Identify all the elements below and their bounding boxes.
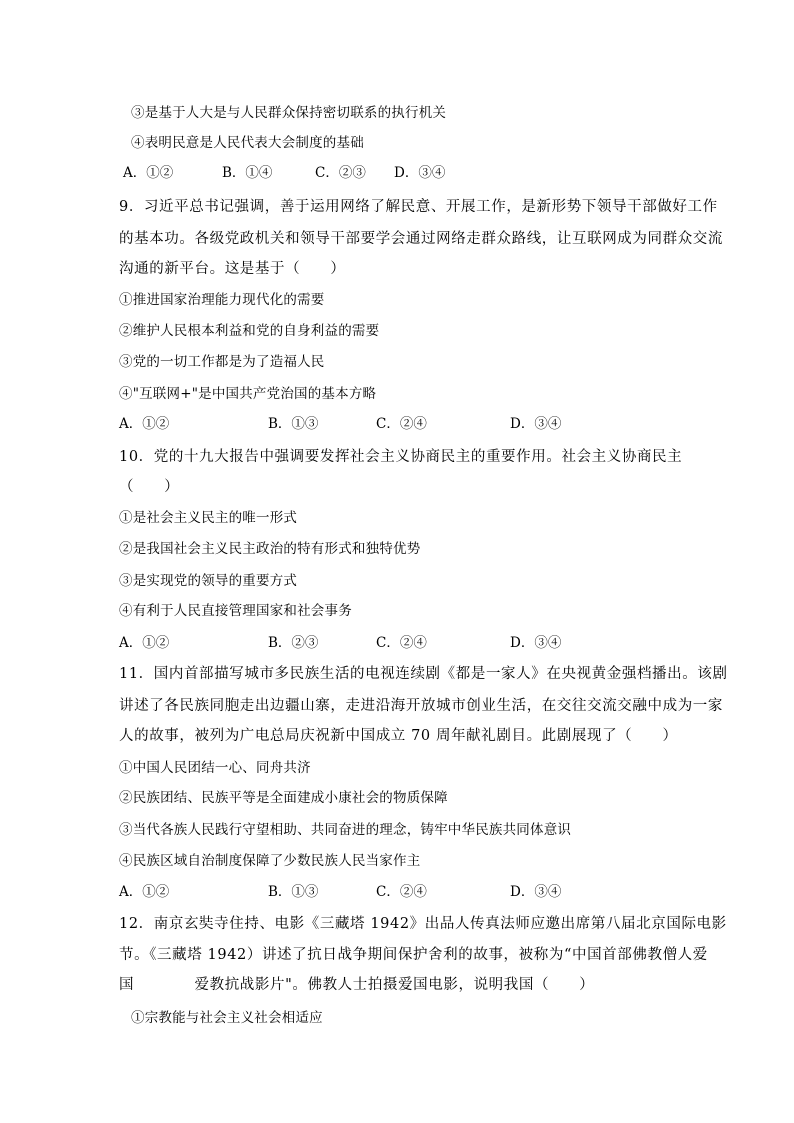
q10-option-c[interactable]: C．②④ bbox=[376, 635, 427, 651]
q9-stem-line-2: 的基本功。各级党政机关和领导干部要学会通过网络走群众路线，让互联网成为同群众交流 bbox=[119, 231, 723, 247]
q9-item-1: ①推进国家治理能力现代化的需要 bbox=[119, 292, 325, 308]
q10-item-3: ③是实现党的领导的重要方式 bbox=[119, 573, 298, 589]
q11-stem-line-2: 讲述了各民族同胞走出边疆山寨，走进沿海开放城市创业生活，在交往交流交融中成为一家 bbox=[119, 698, 723, 714]
q10-stem-line-1: 10．党的十九大报告中强调要发挥社会主义协商民主的重要作用。社会主义协商民主 bbox=[119, 449, 683, 465]
q11-options bbox=[119, 882, 599, 902]
q9-item-3: ③党的一切工作都是为了造福人民 bbox=[119, 354, 325, 370]
q11-stem-line-1: 11．国内首部描写城市多民族生活的电视连续剧《都是一家人》在央视黄金强档播出。该剧 bbox=[119, 666, 728, 682]
q11-stem-line-3: 人的故事，被列为广电总局庆祝新中国成立 70 周年献礼剧目。此剧展现了（ ） bbox=[119, 728, 678, 744]
q8-item-3: ③是基于人大是与人民群众保持密切联系的执行机关 bbox=[131, 105, 447, 121]
q11-item-2: ②民族团结、民族平等是全面建成小康社会的物质保障 bbox=[119, 790, 448, 806]
q8-option-b[interactable]: B．①④ bbox=[222, 165, 273, 181]
q9-stem-line-3: 沟通的新平台。这是基于（ ） bbox=[119, 261, 346, 277]
q11-option-a[interactable]: A．①② bbox=[119, 884, 170, 900]
q12-stem-line-2: 节。《三藏塔 1942）讲述了抗日战争期间保护舍利的故事，被称为“中国首部佛教僧人爱 bbox=[119, 947, 708, 963]
q9-option-b[interactable]: B．①③ bbox=[268, 416, 319, 432]
q10-stem-line-2: （ ） bbox=[119, 479, 180, 495]
q10-item-2: ②是我国社会主义民主政治的特有形式和独特优势 bbox=[119, 541, 421, 557]
q11-item-4: ④民族区域自治制度保障了少数民族人民当家作主 bbox=[119, 853, 421, 869]
q8-option-d[interactable]: D．③④ bbox=[394, 165, 446, 181]
q8-option-c[interactable]: C．②③ bbox=[315, 165, 366, 181]
q8-item-4: ④表明民意是人民代表大会制度的基础 bbox=[131, 135, 364, 151]
q10-options bbox=[119, 633, 599, 653]
q8-option-a[interactable]: A．①② bbox=[123, 165, 174, 181]
q10-item-1: ①是社会主义民主的唯一形式 bbox=[119, 510, 298, 526]
q9-option-c[interactable]: C．②④ bbox=[376, 416, 427, 432]
q8-options bbox=[123, 163, 523, 183]
q9-option-d[interactable]: D．③④ bbox=[510, 416, 562, 432]
q11-option-c[interactable]: C．②④ bbox=[376, 884, 427, 900]
q9-options bbox=[119, 414, 599, 434]
q12-item-1: ①宗教能与社会主义社会相适应 bbox=[131, 1010, 323, 1026]
q11-option-b[interactable]: B．①③ bbox=[268, 884, 319, 900]
q12-stem-line-1: 12．南京玄奘寺住持、电影《三藏塔 1942》出品人传真法师应邀出席第八届北京国际电影 bbox=[119, 916, 727, 932]
q11-item-1: ①中国人民团结一心、同舟共济 bbox=[119, 760, 311, 776]
q12-stem-line-3: 国 爱教抗战影片"。佛教人士拍摄爱国电影，说明我国（ ） bbox=[119, 977, 595, 993]
q9-stem-line-1: 9．习近平总书记强调，善于运用网络了解民意、开展工作，是新形势下领导干部做好工作 bbox=[119, 199, 718, 215]
q9-item-4: ④"互联网+"是中国共产党治国的基本方略 bbox=[119, 386, 377, 402]
q11-option-d[interactable]: D．③④ bbox=[510, 884, 562, 900]
q10-option-a[interactable]: A．①② bbox=[119, 635, 170, 651]
q9-item-2: ②维护人民根本利益和党的自身利益的需要 bbox=[119, 323, 380, 339]
q10-option-b[interactable]: B．②③ bbox=[268, 635, 319, 651]
q10-option-d[interactable]: D．③④ bbox=[510, 635, 562, 651]
q9-option-a[interactable]: A．①② bbox=[119, 416, 170, 432]
q10-item-4: ④有利于人民直接管理国家和社会事务 bbox=[119, 603, 352, 619]
q11-item-3: ③当代各族人民践行守望相助、共同奋进的理念，铸牢中华民族共同体意识 bbox=[119, 822, 572, 838]
